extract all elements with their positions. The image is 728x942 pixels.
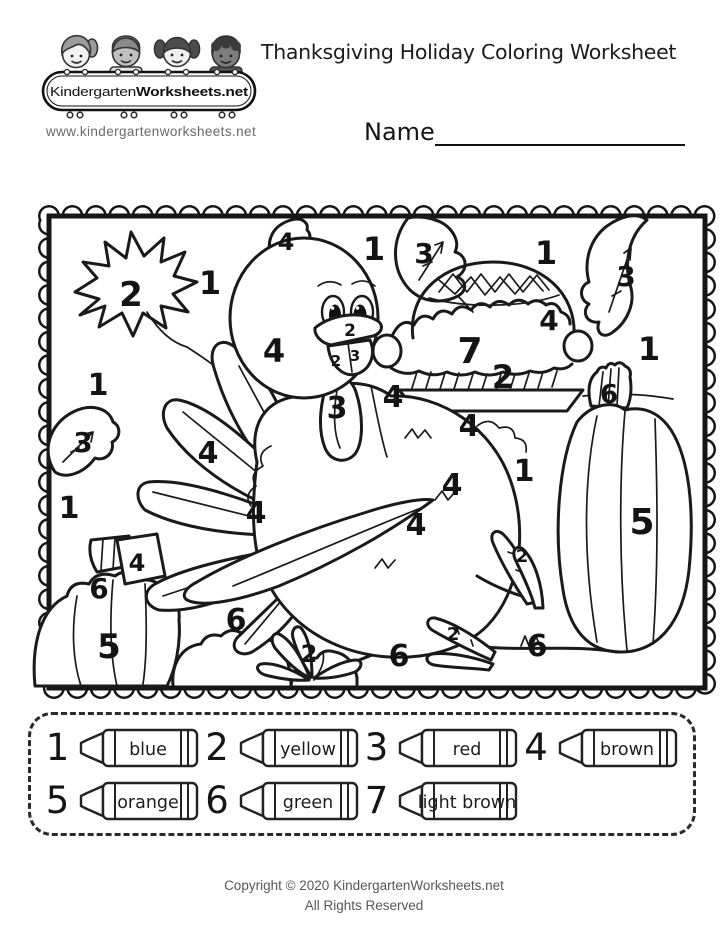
crayon-key-item [524, 726, 684, 770]
color-number-2: 2 [515, 546, 529, 567]
logo-brand-text: Kindergarten Worksheets.net [50, 85, 227, 99]
logo-kids-feet [67, 112, 235, 118]
color-number-2: 2 [344, 321, 356, 341]
color-number-5: 5 [629, 502, 655, 543]
color-number-6: 6 [225, 603, 247, 638]
color-number-4: 4 [458, 409, 480, 444]
color-number-3: 3 [73, 426, 93, 459]
svg-text:orange: orange [117, 792, 179, 813]
crayon-number: 3 [364, 726, 389, 769]
color-key-grid [45, 723, 683, 825]
site-url: www.kindergartenworksheets.net [46, 124, 257, 139]
crayon-icon [235, 779, 363, 823]
crayon-number: 4 [524, 726, 548, 769]
site-logo [40, 22, 262, 126]
crayon-icon [235, 726, 363, 770]
crayon-icon [75, 726, 203, 770]
crayon-icon [554, 726, 682, 770]
crayon-number: 2 [205, 726, 229, 769]
color-number-4: 4 [405, 508, 427, 543]
svg-text:blue: blue [129, 739, 167, 760]
color-number-4: 4 [128, 549, 146, 577]
coloring-picture [25, 200, 717, 708]
color-number-4: 4 [277, 228, 295, 256]
logo-kid-boy2 [210, 36, 242, 75]
name-row [364, 114, 685, 146]
svg-text:brown: brown [599, 739, 654, 760]
svg-text:green: green [282, 792, 333, 813]
color-number-2: 2 [119, 275, 143, 315]
crayon-icon [75, 779, 203, 823]
footer [0, 876, 728, 917]
color-number-4: 4 [441, 468, 463, 503]
color-number-1: 1 [637, 330, 661, 368]
name-blank-line [435, 114, 685, 146]
color-number-1: 1 [58, 491, 80, 526]
color-number-3: 3 [616, 260, 636, 293]
color-number-3: 3 [326, 391, 348, 426]
crayon-key-item [364, 779, 524, 823]
color-number-6: 6 [89, 572, 109, 605]
svg-text:light brown: light brown [417, 792, 517, 813]
color-number-1: 1 [513, 454, 535, 489]
crayon-key-item [45, 779, 205, 823]
page-title: Thanksgiving Holiday Coloring Worksheet [261, 40, 677, 64]
color-key-box [28, 712, 696, 836]
footer-rights: All Rights Reserved [304, 898, 424, 914]
color-number-2: 2 [330, 352, 342, 370]
color-number-2: 2 [300, 640, 318, 668]
color-number-1: 1 [87, 368, 109, 403]
color-number-6: 6 [388, 639, 410, 674]
color-number-1: 1 [534, 234, 558, 272]
footer-copyright: Copyright © 2020 KindergartenWorksheets.net [224, 878, 504, 893]
crayon-number: 7 [364, 779, 389, 822]
logo-kid-girl1 [62, 36, 98, 68]
color-number-7: 7 [457, 331, 483, 372]
crayon-number: 6 [205, 779, 229, 822]
crayon-key-item [205, 779, 365, 823]
logo-sign [43, 69, 255, 110]
color-number-6: 6 [599, 380, 619, 410]
color-number-1: 1 [362, 230, 386, 268]
color-number-1: 1 [198, 264, 222, 302]
color-number-4: 4 [245, 496, 267, 531]
color-number-4: 4 [382, 380, 404, 415]
color-number-4: 4 [539, 304, 559, 337]
crayon-key-item [45, 726, 205, 770]
color-number-2: 2 [491, 358, 515, 396]
crayon-icon [394, 726, 522, 770]
crayon-number: 5 [45, 779, 70, 822]
color-number-4: 4 [262, 332, 286, 370]
color-number-5: 5 [97, 627, 121, 667]
color-number-2: 2 [446, 624, 460, 645]
crayon-key-item [364, 726, 524, 770]
color-number-4: 4 [197, 436, 219, 471]
crayon-key-item [205, 726, 365, 770]
crayon-number: 1 [45, 726, 70, 769]
logo-graphic [40, 22, 262, 122]
svg-text:red: red [452, 739, 482, 760]
color-number-3: 3 [349, 347, 361, 365]
crayon-icon [394, 779, 522, 823]
color-number-6: 6 [526, 629, 548, 664]
name-label: Name [364, 118, 435, 146]
logo-kid-girl2 [155, 38, 200, 67]
color-number-3: 3 [414, 237, 434, 270]
svg-text:yellow: yellow [279, 739, 336, 760]
